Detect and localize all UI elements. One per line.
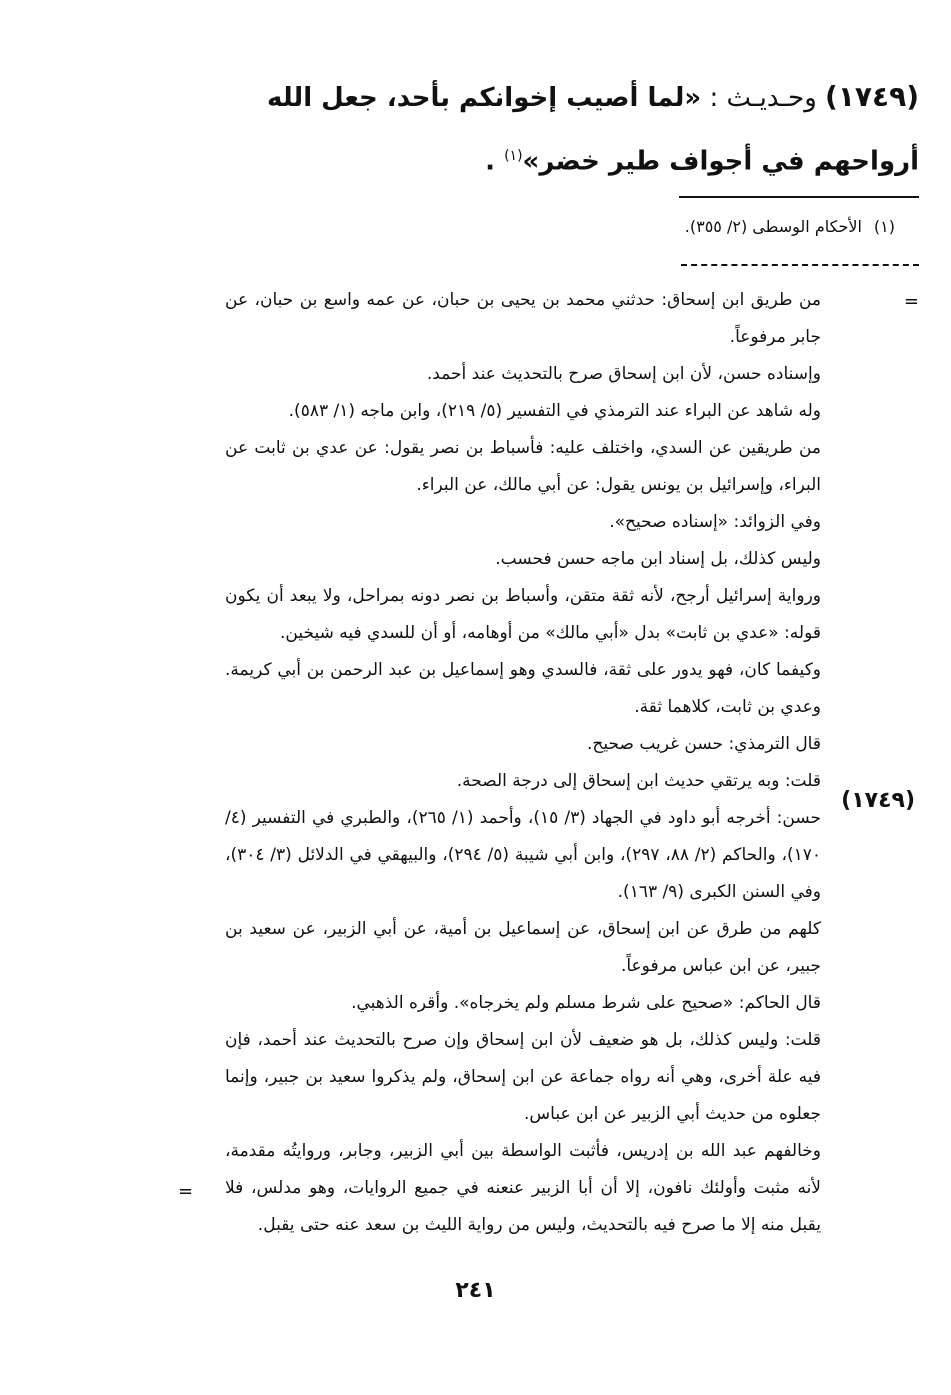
footnote-text: الأحكام الوسطى (٢/ ٣٥٥).: [684, 217, 862, 236]
hadith-end: .: [485, 146, 505, 177]
paragraph: وإسناده حسن، لأن ابن إسحاق صرح بالتحديث عند أحمد.: [426, 364, 821, 384]
paragraph: وكيفما كان، فهو يدور على ثقة، فالسدي وهو إسماعيل بن عبد الرحمن بن أبي كريمة. وعدي بن ثابت، كلاهما ثقة.: [225, 660, 821, 717]
footnote-marker: (١): [873, 217, 895, 236]
paragraph: ورواية إسرائيل أرجح، لأنه ثقة متقن، وأسباط بن نصر دونه بمراحل، ولا يبعد أن يكون قوله: «عدي بن ثابت» بدل «أبي مالك» من أوهامه، أو أن للسدي فيه شيخين.: [225, 586, 821, 643]
paragraph: حسن: أخرجه أبو داود في الجهاد (٣/ ١٥)، وأحمد (١/ ٢٦٥)، والطبري في التفسير (٤/ ١٧٠)، والحاكم (٢/ ٨٨، ٢٩٧)، وابن أبي شيبة (٥/ ٢٩٤)، والبيهقي في الدلائل (٣/ ٣٠٤)، وفي السنن الكبرى (٩/ ١٦٣).: [225, 808, 822, 902]
hadith-heading: [199, 68, 919, 191]
hadith-text: «لما أصيب إخوانكم بأحد، جعل الله أرواحهم في أجواف طير خضر»: [267, 83, 919, 177]
paragraph: قلت: وبه يرتقي حديث ابن إسحاق إلى درجة الصحة.: [456, 771, 821, 791]
footnote: [685, 214, 895, 240]
paragraph: من طريق ابن إسحاق: حدثني محمد بن يحيى بن حبان، عن عمه واسع بن حبان، عن جابر مرفوعاً.: [225, 290, 821, 347]
paragraph: وفي الزوائد: «إسناده صحيح».: [609, 512, 821, 532]
page-number: ٢٤١: [455, 1278, 496, 1303]
paragraph: وله شاهد عن البراء عند الترمذي في التفسير (٥/ ٢١٩)، وابن ماجه (١/ ٥٨٣).: [288, 401, 821, 421]
paragraph: قال الحاكم: «صحيح على شرط مسلم ولم يخرجاه». وأقره الذهبي.: [351, 993, 821, 1013]
commentary-body: [225, 282, 821, 1244]
entry-number: (١٧٤٩): [841, 788, 915, 813]
paragraph: قلت: وليس كذلك، بل هو ضعيف لأن ابن إسحاق وإن صرح بالتحديث عند أحمد، فإن فيه علة أخرى، وهي أنه رواه جماعة عن ابن إسحاق، ولم يذكروا سعيد بن جبير، وإنما جعلوه من حديث أبي الزبير عن ابن عباس.: [225, 1030, 821, 1124]
end-continuation-marker: =: [178, 1181, 194, 1202]
footnote-reference: (١): [504, 148, 523, 164]
hadith-intro: وحـديـث :: [701, 83, 826, 113]
hadith-number: (١٧٤٩): [825, 80, 919, 113]
paragraph: من طريقين عن السدي، واختلف عليه: فأسباط بن نصر يقول: عن عدي بن ثابت عن البراء، وإسرائيل بن يونس يقول: عن أبي مالك، عن البراء.: [225, 438, 821, 495]
continuation-marker: =: [903, 291, 919, 312]
footnote-separator: [679, 196, 919, 198]
paragraph: وليس كذلك، بل إسناد ابن ماجه حسن فحسب.: [495, 549, 821, 569]
dashed-separator: [681, 264, 919, 266]
paragraph: وخالفهم عبد الله بن إدريس، فأثبت الواسطة بين أبي الزبير، وجابر، وروايتُه مقدمة، لأنه مثبت وأولئك نافون، إلا أن أبا الزبير عنعنه في جميع الروايات، وهو مدلس، فلا يقبل منه إلا ما صرح فيه بالتحديث، وليس من رواية الليث بن سعد عنه حتى يقبل.: [225, 1141, 821, 1235]
paragraph: قال الترمذي: حسن غريب صحيح.: [587, 734, 821, 754]
paragraph: كلهم من طرق عن ابن إسحاق، عن إسماعيل بن أمية، عن أبي الزبير، عن سعيد بن جبير، عن ابن عباس مرفوعاً.: [225, 919, 821, 976]
